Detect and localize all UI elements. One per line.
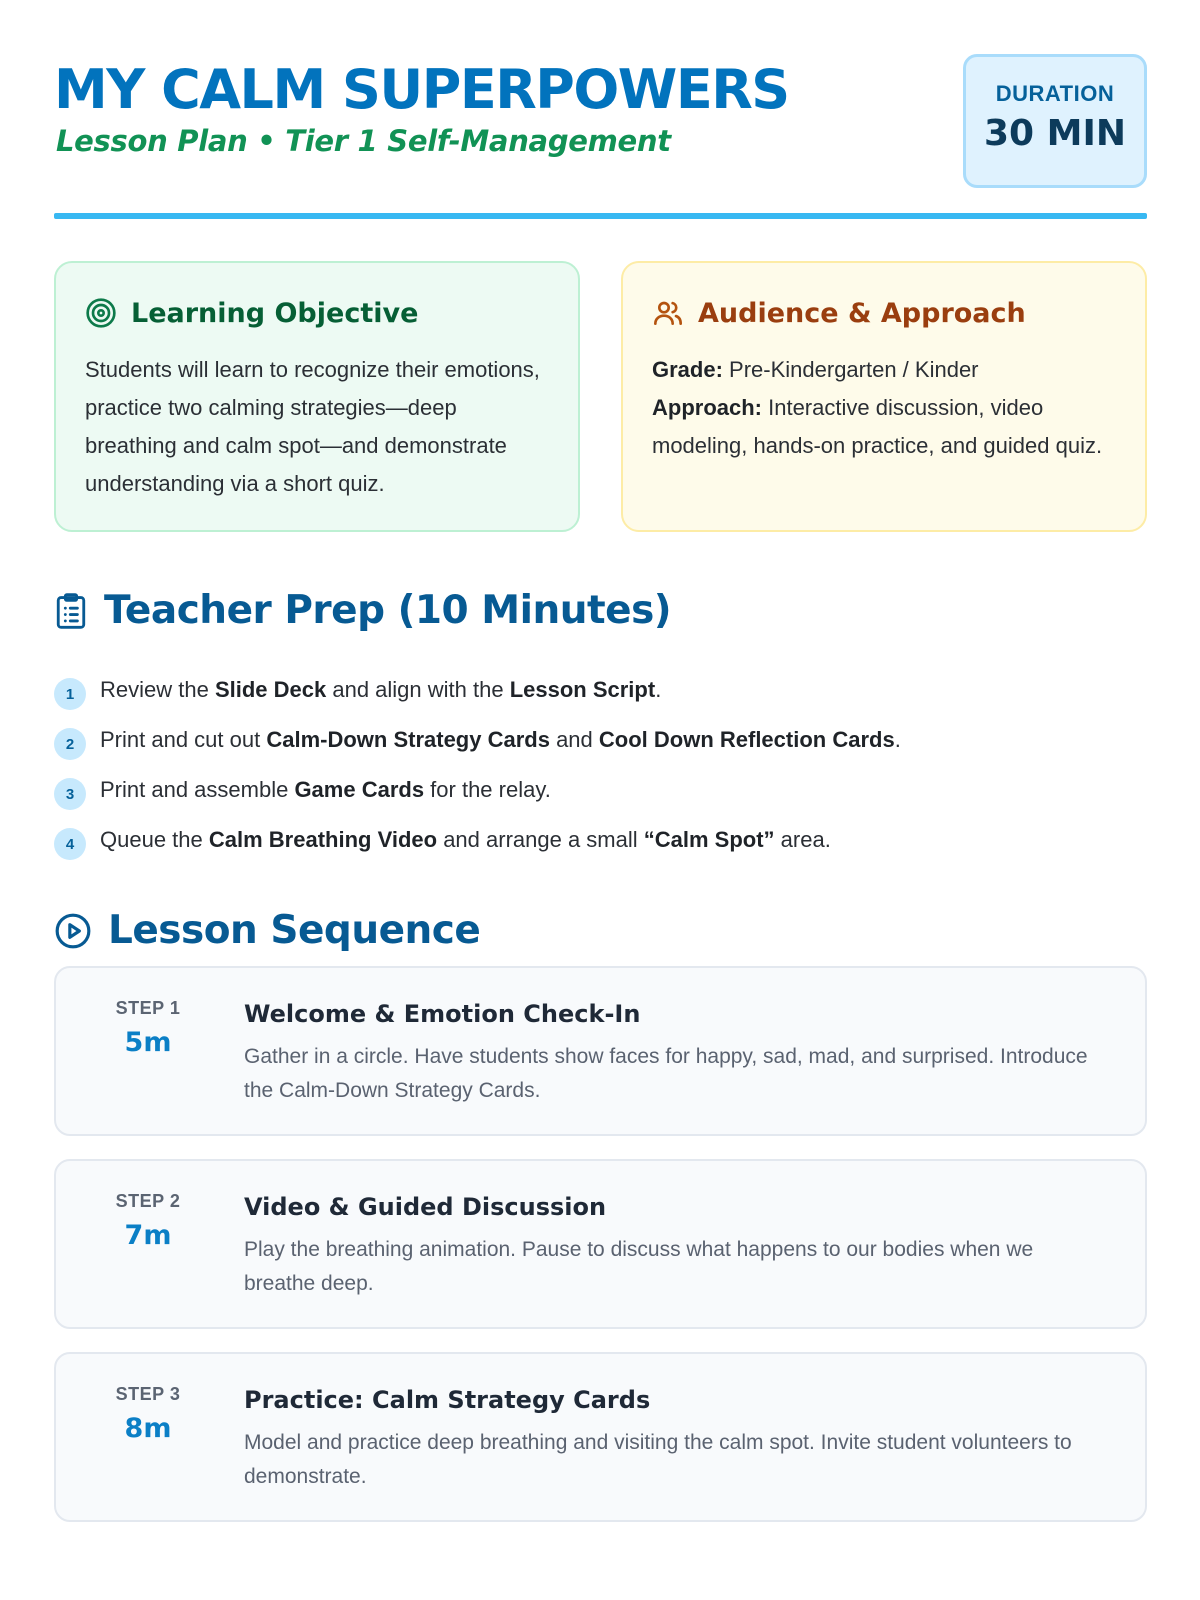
step-meta [96, 1384, 200, 1444]
lesson-sequence-heading [54, 908, 480, 953]
prep-step-number: 4 [54, 828, 86, 860]
step-card [54, 1352, 1147, 1522]
section-title: Lesson Sequence [108, 908, 481, 953]
step-description: Gather in a circle. Have students show faces for happy, sad, mad, and surprised. Introduce the Calm-Down Strategy Cards. [244, 1045, 1088, 1102]
prep-item-fragment: for the relay. [424, 777, 551, 802]
learning-objective-card [54, 261, 580, 532]
header [54, 52, 1147, 192]
step-content [244, 1000, 1104, 1108]
prep-step-number: 2 [54, 728, 86, 760]
users-icon [652, 297, 684, 329]
prep-item [54, 765, 1147, 815]
step-duration: 7m [124, 1220, 172, 1251]
header-divider [54, 213, 1147, 219]
prep-step-number: 1 [54, 678, 86, 710]
duration-label: DURATION [995, 81, 1115, 106]
step-description: Model and practice deep breathing and visiting the calm spot. Invite student volunteers to demonstrate. [244, 1431, 1072, 1488]
prep-item-fragment: . [655, 677, 662, 702]
prep-item-fragment: area. [774, 827, 831, 852]
step-label: STEP 2 [115, 1191, 181, 1211]
duration-value: 30 MIN [984, 113, 1126, 154]
section-title: Teacher Prep (10 Minutes) [104, 588, 672, 633]
audience-text [652, 351, 1117, 465]
prep-item-text [100, 777, 551, 803]
prep-item-fragment: Print and cut out [100, 727, 267, 752]
approach-value: Interactive discussion, video modeling, hands-on practice, and guided quiz. [652, 395, 1103, 458]
prep-item [54, 715, 1147, 765]
card-header [652, 293, 1117, 333]
card-title: Learning Objective [131, 297, 419, 329]
audience-approach-card [621, 261, 1147, 532]
prep-item-text [100, 727, 901, 753]
target-icon [85, 297, 117, 329]
clipboard-icon [54, 592, 88, 630]
step-meta [96, 998, 200, 1058]
prep-item-fragment: Review the [100, 677, 215, 702]
teacher-prep-list [54, 665, 1147, 865]
grade-value: Pre-Kindergarten / Kinder [722, 357, 979, 382]
step-card [54, 1159, 1147, 1329]
prep-item-fragment: Queue the [100, 827, 209, 852]
page-subtitle: Lesson Plan • Tier 1 Self-Management [56, 124, 671, 158]
prep-item-emphasis: Cool Down Reflection Cards [598, 727, 895, 752]
play-circle-icon [54, 912, 92, 950]
objective-text: Students will learn to recognize their emotions, practice two calming strategies—deep breathing and calm spot—and demonstrate understanding via a short quiz. [85, 357, 540, 496]
step-duration: 5m [124, 1027, 172, 1058]
step-title: Welcome & Emotion Check-In [244, 1000, 641, 1028]
prep-item-emphasis: “Calm Spot” [643, 827, 775, 852]
prep-item-emphasis: Calm-Down Strategy Cards [266, 727, 550, 752]
prep-item-fragment: . [894, 727, 901, 752]
step-title: Practice: Calm Strategy Cards [244, 1386, 651, 1414]
teacher-prep-heading [54, 588, 671, 633]
step-description: Play the breathing animation. Pause to discuss what happens to our bodies when we breathe deep. [244, 1238, 1034, 1295]
prep-item-fragment: and arrange a small [437, 827, 644, 852]
page-title: MY CALM SUPERPOWERS [54, 58, 789, 121]
step-content [244, 1386, 1104, 1494]
step-label: STEP 3 [115, 1384, 181, 1404]
prep-step-number: 3 [54, 778, 86, 810]
prep-item-fragment: and [549, 727, 599, 752]
prep-item [54, 665, 1147, 715]
card-title: Audience & Approach [698, 297, 1026, 329]
step-card [54, 966, 1147, 1136]
prep-item [54, 815, 1147, 865]
prep-item-fragment: and align with the [326, 677, 510, 702]
prep-item-emphasis: Calm Breathing Video [208, 827, 438, 852]
step-meta [96, 1191, 200, 1251]
step-duration: 8m [124, 1413, 172, 1444]
card-header [85, 293, 550, 333]
prep-item-emphasis: Lesson Script [509, 677, 656, 702]
prep-item-emphasis: Slide Deck [214, 677, 327, 702]
prep-item-fragment: Print and assemble [100, 777, 295, 802]
prep-item-emphasis: Game Cards [294, 777, 425, 802]
step-content [244, 1193, 1104, 1301]
duration-badge [963, 54, 1147, 188]
approach-label: Approach: [652, 395, 762, 420]
step-label: STEP 1 [115, 998, 181, 1018]
prep-item-text [100, 677, 661, 703]
grade-label: Grade: [652, 357, 723, 382]
step-title: Video & Guided Discussion [244, 1193, 607, 1221]
prep-item-text [100, 827, 831, 853]
